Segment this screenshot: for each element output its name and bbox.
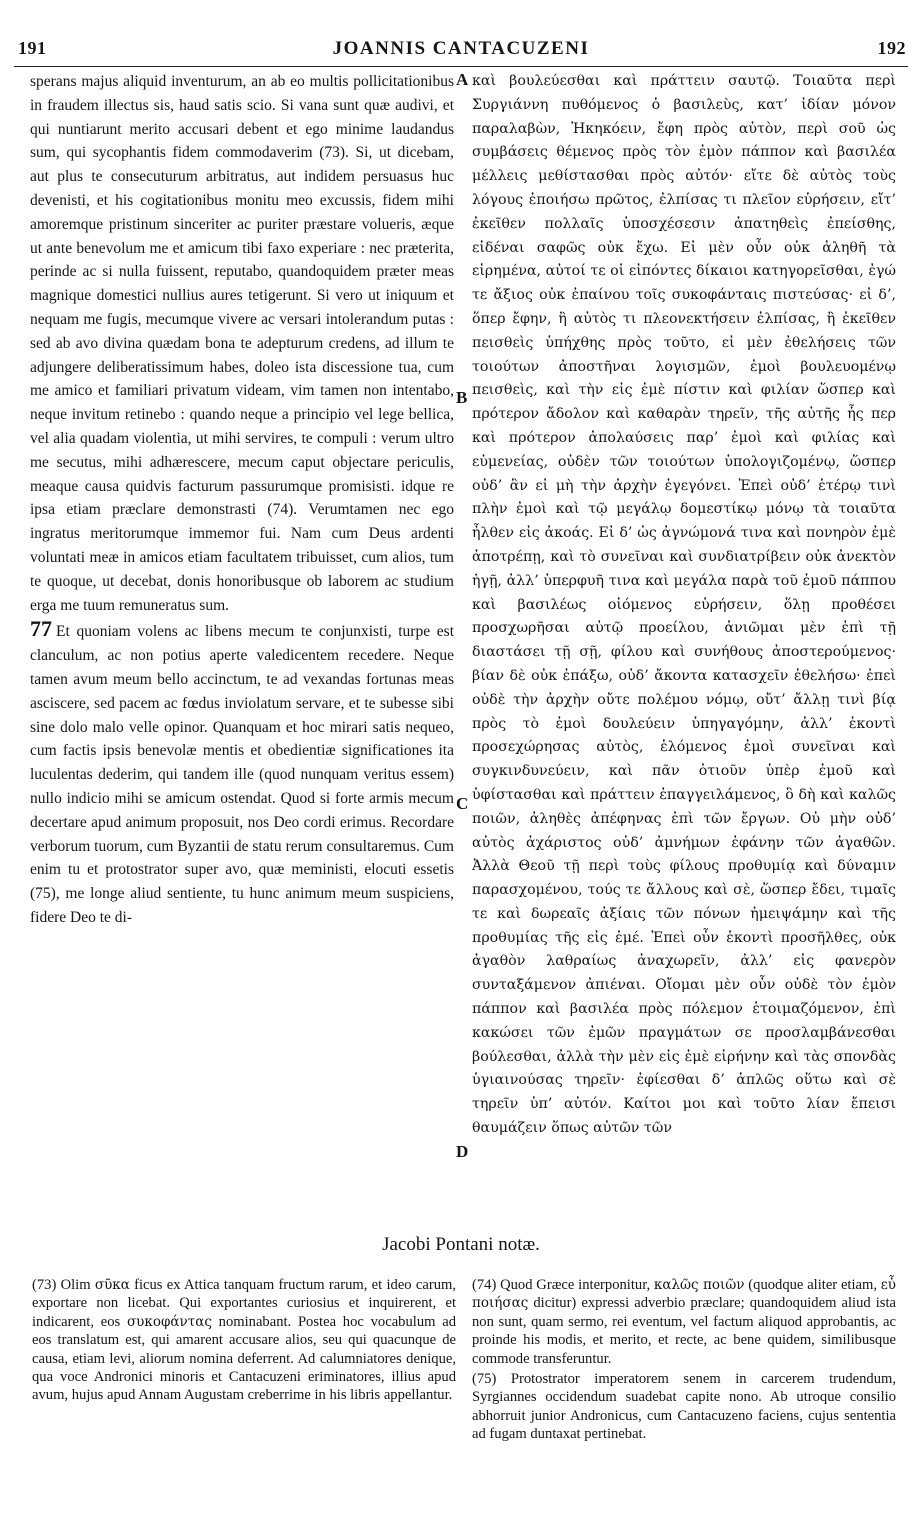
note-greek: εὖ ποιήσας [472, 1277, 896, 1312]
note-greek: καλῶς ποιῶν [653, 1277, 745, 1293]
running-title: JOANNIS CANTACUZENI [332, 38, 590, 59]
margin-mark-b: B [456, 388, 468, 407]
margin-mark-d: D [456, 1142, 469, 1161]
margin-mark-a: A [456, 70, 469, 89]
page-number-right: 192 [877, 38, 906, 58]
page-number-left: 191 [18, 38, 47, 58]
greek-paragraph: καὶ βουλεύεσθαι καὶ πράττειν σαυτῷ. Τοιαῦτα περὶ Συργιάννη πυθόμενος ὁ βασιλεὺς, κατ’ ἰδίαν μόνον παραλαβὼν, Ἠκηκόειν, ἔφη πρὸς αὐτὸν, περὶ σοῦ ὡς συμβάσεις θέμενος πρὸς τὸν ἐμὸν πάππον καὶ βασιλέα μέλλεις μεθίστασθαι πρὸς αὐτόν· εἴτε δὲ αὐτὸς τοὺς λόγους ἐποιήσω πρῶτος, ἐλπίσας τι πλεῖον εὑρήσειν, εἴτ’ ἐκεῖθεν πολλαῖς ὑποσχέσεσιν ἀπατηθεὶς ἐπείσθης, εἰδέναι σαφῶς οὐκ ἔχω. Εἰ μὲν οὖν οὐκ ἀληθῆ τὰ εἰρημένα, αὐτοί τε οἱ εἰπόντες δίκαιοι κατηγορεῖσθαι, ἐγώ τε ἄξιος οὐκ ἐπαίνου τοῖς συκοφάνταις πιστεύσας· εἰ δ’, ὅπερ ἔφην, ἢ αὐτὸς τι πλεονεκτήσειν ἐλπίσας, ἢ ἐκεῖθεν πεισθεὶς ὑπήχθης πρὸς τοῦτο, εἰ μὲν ἐθελήσεις τῶν τοιούτων ἀποστῆναι λογισμῶν, ἐμοὶ βουλευομένῳ πεισθεὶς, καὶ τὴν εἰς ἐμὲ πίστιν καὶ φιλίαν ὥσπερ καὶ πρότερον ἄδολον καὶ καθαρὰν τηρεῖν, τῆς αὐτῆς ἧς περ καὶ πρότερον ἀπολαύσεις παρ’ ἐμοὶ καὶ φιλίας καὶ εὐμενείας, οὐδὲν τῶν τοιούτων ὑπολογιζομένῳ, ὥσπερ οὐδ’ ἂν εἰ μὴ τὴν ἀρχὴν ἐγεγόνει. Ἐπεὶ οὐδ’ ἑτέρῳ τινὶ πλὴν ἐμοὶ καὶ τῷ μεγάλῳ δομεστίκῳ μόνῳ τὰ τοιαῦτα ἦλθεν εἰς ἀκοάς. Εἰ δ’ ὡς ἀγνώμονά τινα καὶ πονηρὸν ἐμὲ ἀποτρέπῃ, καὶ τὸ συνεῖναι καὶ συνδιατρίβειν οὐκ ἀνεκτὸν ἡγῇ, ἀλλ’ ὑπερφυῆ τινα καὶ μεγάλα παρὰ τοῦ ἐμοῦ πάππου καὶ βασιλέως οἰόμενος εὑρήσειν, ὅλῃ προθέσει προσχωρῆσαι αὐτῷ προείλου, ἀνιῶμαι μὲν ἐπὶ τῇ διαστάσει τῇ σῇ, φίλου καὶ συνήθους ἀποστερούμενος· βίαν δὲ οὐκ ἐπάξω, οὐδ’ ἄκοντα κατασχεῖν ἐθελήσω· ἐπεὶ οὐδὲ τὴν ἀρχὴν οὔτε πολέμου νόμῳ, οὔτ’ ἄλλῃ τινὶ βίᾳ πρὸς τὸ ἐμοὶ δουλεύειν ὑπηγαγόμην, ἀλλ’ ἑκοντὶ προσεχώρησας αὐτὸς, ἑλόμενος ἐμοὶ συνεῖναι καὶ συγκινδυνεύειν, καὶ πᾶν ὁτιοῦν ὑπὲρ ἐμοῦ καὶ ὑφίστασθαι καὶ πράττειν ἐπαγγειλάμενος, ὃ δὴ καὶ καλῶς ποιῶν, ἀληθὲς ἀπέφηνας ἐπὶ τῶν ἔργων. Οὐ μὴν οὐδ’ αὐτὸς ἀχάριστος οὐδ’ ἀμνήμων ἐφάνην τῶν ἀγαθῶν. Ἀλλὰ Θεοῦ τῇ περὶ τοὺς φίλους προθυμίᾳ καὶ δύναμιν παρασχομένου, τούς τε ἄλλους καὶ σὲ, ὥσπερ ἔδει, τιμαῖς τε καὶ δωρεαῖς ἀξίαις τῶν πόνων ἠμειψάμην καὶ τῆς προθυμίας τῆς εἰς ἐμέ. Ἐπεὶ οὖν ἑκοντὶ προσῆλθες, οὐκ ἀγαθὸν λαθραίως ἀναχωρεῖν, ἀλλ’ εἰς φανερὸν συνταξάμενον ἀπιέναι. Οἴομαι μὲν οὖν οὐδὲ τὸν ἐμὸν πάππον καὶ βασιλέα πρὸς πόλεμον ἑτοιμαζόμενον, ἐπὶ κακώσει τῶν ἐμῶν πραγμάτων σε προσλαμβάνεσθαι βούλεσθαι, ἀλλὰ τὴν μὲν εἰς ἐμὲ εἰρήνην καὶ τὰς σπονδὰς ὑγιαινούσας τηρεῖν· ἐφίεσθαι δ’ ἁπλῶς οὕτω καὶ σὲ τηρεῖν ὑπ’ αὐτόν. Καίτοι μοι καὶ τοῦτο λίαν ἔπεισι θαυμάζειν ὅπως αὐτῶν τῶν [472, 73, 896, 1137]
note-text: nominabant. Postea hoc vocabulum ad eos translatum est, qui amarent accusare alios, seu qui quacunque de causa, etiam levi, aliorum nomina deferrent. Ad calumniatores denique, qua voce Andronici minoris et Cantacuzeni eriminatores, illius apud avum, hujus apud Annam Augustam creberrime in his libris appellantur. [32, 1313, 456, 1404]
note-text: (73) Olim [32, 1277, 95, 1293]
note-text: (quodque aliter etiam, [744, 1277, 881, 1293]
notes-left-column [32, 1276, 456, 1407]
greek-column [472, 70, 896, 1141]
note-greek: συκοφάντας [126, 1313, 212, 1330]
latin-paragraph-text: Et quoniam volens ac libens mecum te conjunxisti, turpe est clanculum, ac non potius aperte valedicentem recedere. Neque tamen avum meum bello accinctum, te ad vexandas fortunas meas asciscere, sed pacem ac fœdus inviolatum servare, et te subesse sibi sine dolo malo velle opinor. Quanquam et hoc mirari satis nequeo, cum factis ipsis benevolæ mentis et obedientiæ significationes ita luculentas dederim, qui tandem ille (quod nunquam veritus essem) nullo indicio mihi se amicum ostendat. Quod si forte armis mecum decertare apud animum proposuit, nos Deo cordi erimus. Recordare verborum tuorum, cum Byzantii de statu rerum consultaremus. Cum enim tu et protostrator super avo, quæ meministi, elocuti essetis (75), me longe aliud sentiente, tu hunc animum meum suspiciens, fidere Deo te di- [30, 623, 454, 926]
latin-paragraph-77 [30, 617, 454, 929]
note-73 [32, 1276, 456, 1405]
note-text: dicitur) expressi adverbio præclare; quandoquidem aliud ista non sunt, quam sermo, rei eventum, vel factum aliquod approbantis, ac proinde his modis, et merito, et recte, ac bene quidem, similibusque commode transferuntur. [472, 1295, 896, 1367]
latin-column [30, 70, 454, 930]
notes-right-column [472, 1276, 896, 1446]
running-header [14, 36, 908, 67]
latin-paragraph: sperans majus aliquid inventurum, an ab eo multis pollicitationibus in fraudem illectus sis, haud satis scio. Si vana sunt quæ audivi, et qui nuntiarunt merito accusari debent et ego minime laudandus sum, qui sycophantis fidem commodaverim (73). Si, ut dicebam, aut plus te consecuturum arbitratus, aut indidem persuasus huc devenisti, et his cogitationibus monitu meo excussis, fidem mihi amoremque pristinum sinceriter ac puriter præstare volueris, æque ut ante benevolum me et amicum tibi faxo experiare : nec præterita, perinde ac si nulla fuissent, reputabo, quandoquidem præter meas magnique domestici nullius aures tetigerunt. Si vero ut iniquum et nequam me fugis, mecumque vivere ac versari intolerandum putas : sed ab avo divina quædam bona te adepturum credens, ad illum te adjungere deliberatissimum habes, doleo ista discessione tua, cum me amico et familiari privatum videam, vim tamen non intentabo, neque invitum retinebo : quando neque a principio vel lege bellica, vel alia quadam violentia, ut mihi servires, te compuli : verum ultro me secutus, mihi adhærescere, mecum caput objectare periculis, meaque causa quidvis facturum passurumque promisisti. idque re ipsa etiam præclare demonstrasti (74). Verumtamen nec ego ingratus meritorumque immemor fui. Nam cum Deus ardenti voluntati meæ in amicos etiam facultatem tribuisset, cum alios, tum te quoque, ut decebat, donis honoribusque ob laborem ac studium erga me tuum remuneratus sum. [30, 73, 454, 614]
notes-heading: Jacobi Pontani notæ. [382, 1234, 540, 1255]
note-text: ficus ex Attica tanquam fructum rarum, et ideo carum, exportare non licebat. Qui exportantes curiosius et inquirerent, et indicarent, eos [32, 1277, 456, 1330]
note-greek: σῦκα [94, 1277, 130, 1293]
paragraph-number: 77 [30, 616, 52, 642]
margin-mark-c: C [456, 794, 469, 813]
note-75: (75) Protostrator imperatorem senem in carcerem trudendum, Syrgiannes occidendum suadebat capite nono. Ab utroque consilio abhorruit junior Andronicus, cum Cantacuzeno faciens, cujus sententia ad fugam duntaxat pertinebat. [472, 1371, 896, 1443]
note-74 [472, 1276, 896, 1368]
note-text: (74) Quod Græce interponitur, [472, 1277, 654, 1293]
